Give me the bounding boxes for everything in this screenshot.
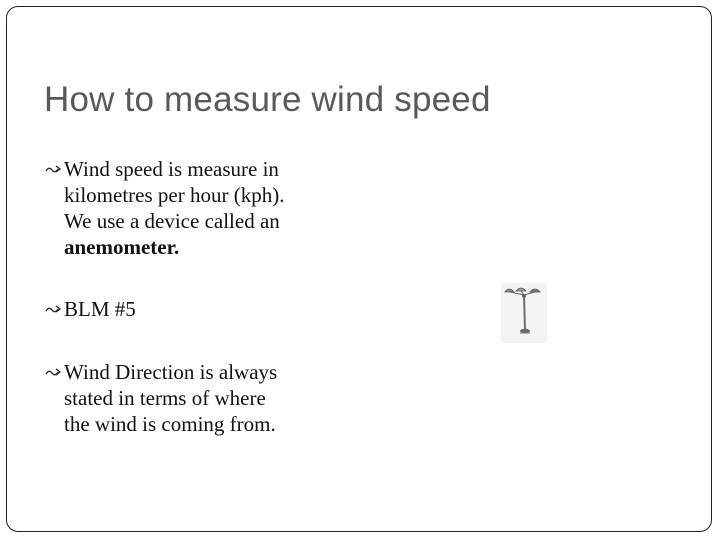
wavy-arrow-bullet-icon — [44, 359, 64, 385]
bullet-bold-term: anemometer. — [64, 235, 180, 259]
wavy-arrow-bullet-icon — [44, 156, 64, 182]
bullet-line: the wind is coming from. — [64, 412, 276, 436]
bullet-text — [44, 359, 344, 437]
bullet-line: kilometres per hour (kph). — [64, 183, 285, 207]
bullet-blm — [44, 296, 344, 322]
bullet-wind-direction — [44, 359, 344, 437]
anemometer-image — [501, 283, 547, 343]
bullet-line: We use a device called an — [64, 209, 280, 233]
slide-title: How to measure wind speed — [44, 80, 491, 119]
bullet-line: BLM #5 — [64, 297, 136, 321]
bullet-line: stated in terms of where — [64, 386, 266, 410]
bullet-line: Wind Direction is always — [64, 360, 278, 384]
bullet-text — [44, 296, 344, 322]
bullet-wind-speed — [44, 156, 344, 260]
bullet-line: Wind speed is measure in — [64, 157, 279, 181]
bullet-text — [44, 156, 344, 260]
wavy-arrow-bullet-icon — [44, 296, 64, 322]
